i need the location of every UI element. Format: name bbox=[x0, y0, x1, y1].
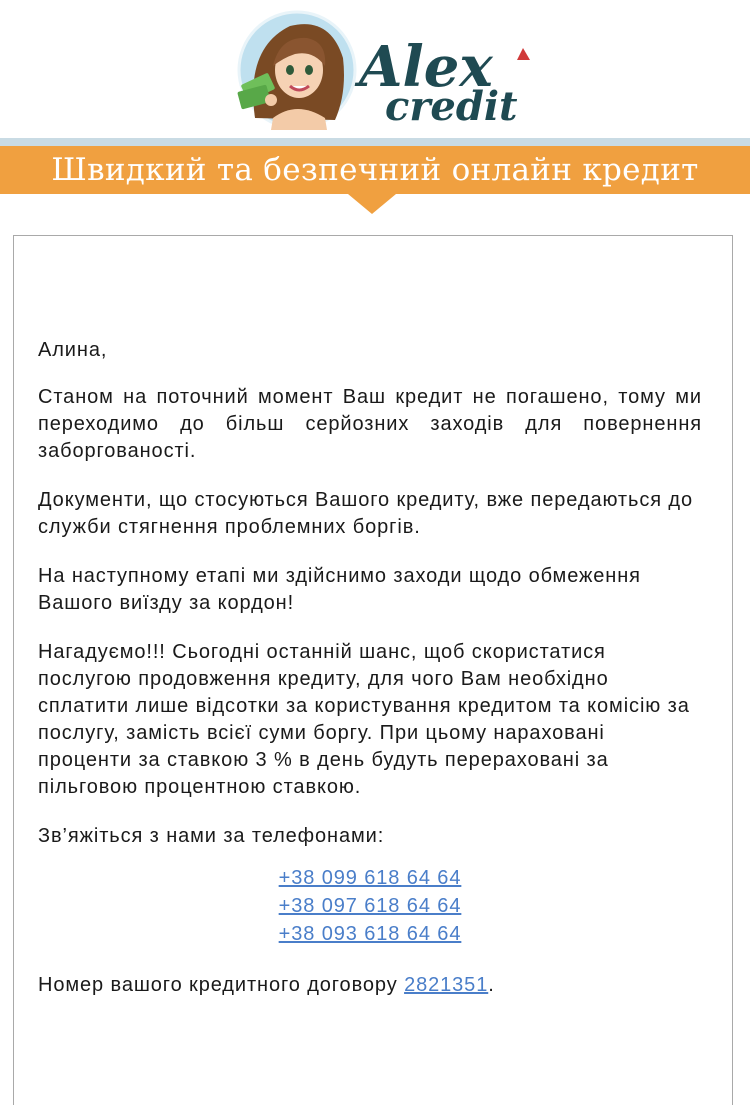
phone-link-097[interactable]: +38 097 618 64 64 bbox=[278, 895, 462, 917]
email-header bbox=[0, 0, 750, 140]
contract-suffix: . bbox=[488, 974, 495, 996]
greeting: Алина, bbox=[38, 339, 108, 361]
banner-arrow bbox=[348, 194, 396, 214]
contact-label: Зв’яжіться з нами за телефонами: bbox=[38, 825, 385, 847]
phone-list bbox=[38, 864, 702, 948]
paragraph-reminder: Нагадуємо!!! Сьогодні останній шанс, щоб скористатися послугою продовження кредиту, для чого Вам необхідно сплатити лише відсотки за користування кредитом та комісію за послугу, замість всієї суми боргу. При цьому нараховані проценти за ставкою 3 % в день будуть перераховані за пільговою процентною ставкою. bbox=[38, 641, 690, 798]
paragraph-documents: Документи, що стосуються Вашого кредиту, вже передаються до служби стягнення проблемних боргів. bbox=[38, 489, 693, 538]
paragraph-status: Станом на поточний момент Ваш кредит не погашено, тому ми переходимо до більш серйозних заходів для повернення заборгованості. bbox=[38, 386, 702, 462]
message-body bbox=[38, 337, 702, 1021]
phone-link-099[interactable]: +38 099 618 64 64 bbox=[278, 867, 462, 889]
paragraph-travel-restriction: На наступному етапі ми здійснимо заходи щодо обмеження Вашого виїзду за кордон! bbox=[38, 565, 641, 614]
alex-credit-logo bbox=[235, 8, 535, 136]
svg-text:credit: credit bbox=[385, 83, 518, 130]
svg-text:Alex: Alex bbox=[359, 34, 493, 100]
tagline-banner bbox=[0, 146, 750, 194]
contract-line bbox=[38, 972, 702, 999]
contract-label: Номер вашого кредитного договору bbox=[38, 974, 405, 996]
contract-number-link[interactable]: 2821351 bbox=[404, 974, 489, 996]
header-divider bbox=[0, 138, 750, 146]
tagline-text: Швидкий та безпечний онлайн кредит bbox=[51, 152, 699, 188]
phone-link-093[interactable]: +38 093 618 64 64 bbox=[278, 923, 462, 945]
